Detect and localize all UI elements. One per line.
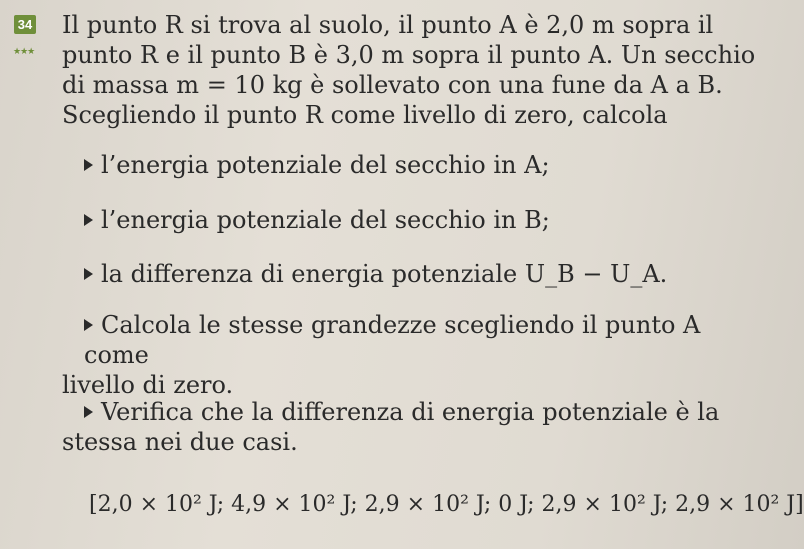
problem-statement [62, 10, 756, 130]
statement-line: Scegliendo il punto R come livello di zero, calcola [62, 101, 668, 129]
triangle-bullet-icon [84, 268, 93, 280]
question-text-continued: livello di zero. [62, 371, 234, 399]
difficulty-stars: ★★★ [13, 47, 35, 57]
question-text: l’energia potenziale del secchio in A; [101, 151, 550, 179]
problem-number-badge: 34 [14, 15, 36, 34]
statement-line: punto R e il punto B è 3,0 m sopra il punto A. Un secchio [62, 41, 756, 69]
question-item [84, 259, 734, 289]
answer-key: [2,0 × 10² J; 4,9 × 10² J; 2,9 × 10² J; 0 J; 2,9 × 10² J; 2,9 × 10² J] [89, 492, 804, 517]
question-text-continued: stessa nei due casi. [62, 428, 298, 456]
triangle-bullet-icon [84, 406, 93, 418]
question-item [62, 397, 734, 457]
triangle-bullet-icon [84, 214, 93, 226]
question-item [84, 150, 734, 180]
question-item [62, 310, 734, 400]
question-text: Verifica che la differenza di energia potenziale è la [101, 398, 720, 426]
triangle-bullet-icon [84, 319, 93, 331]
question-text: la differenza di energia potenziale U_B − U_A. [101, 260, 668, 288]
question-text: Calcola le stesse grandezze scegliendo il punto A come [84, 311, 701, 369]
triangle-bullet-icon [84, 159, 93, 171]
statement-line: Il punto R si trova al suolo, il punto A è 2,0 m sopra il [62, 11, 714, 39]
statement-line: di massa m = 10 kg è sollevato con una fune da A a B. [62, 71, 723, 99]
question-text: l’energia potenziale del secchio in B; [101, 206, 550, 234]
question-item [84, 205, 734, 235]
